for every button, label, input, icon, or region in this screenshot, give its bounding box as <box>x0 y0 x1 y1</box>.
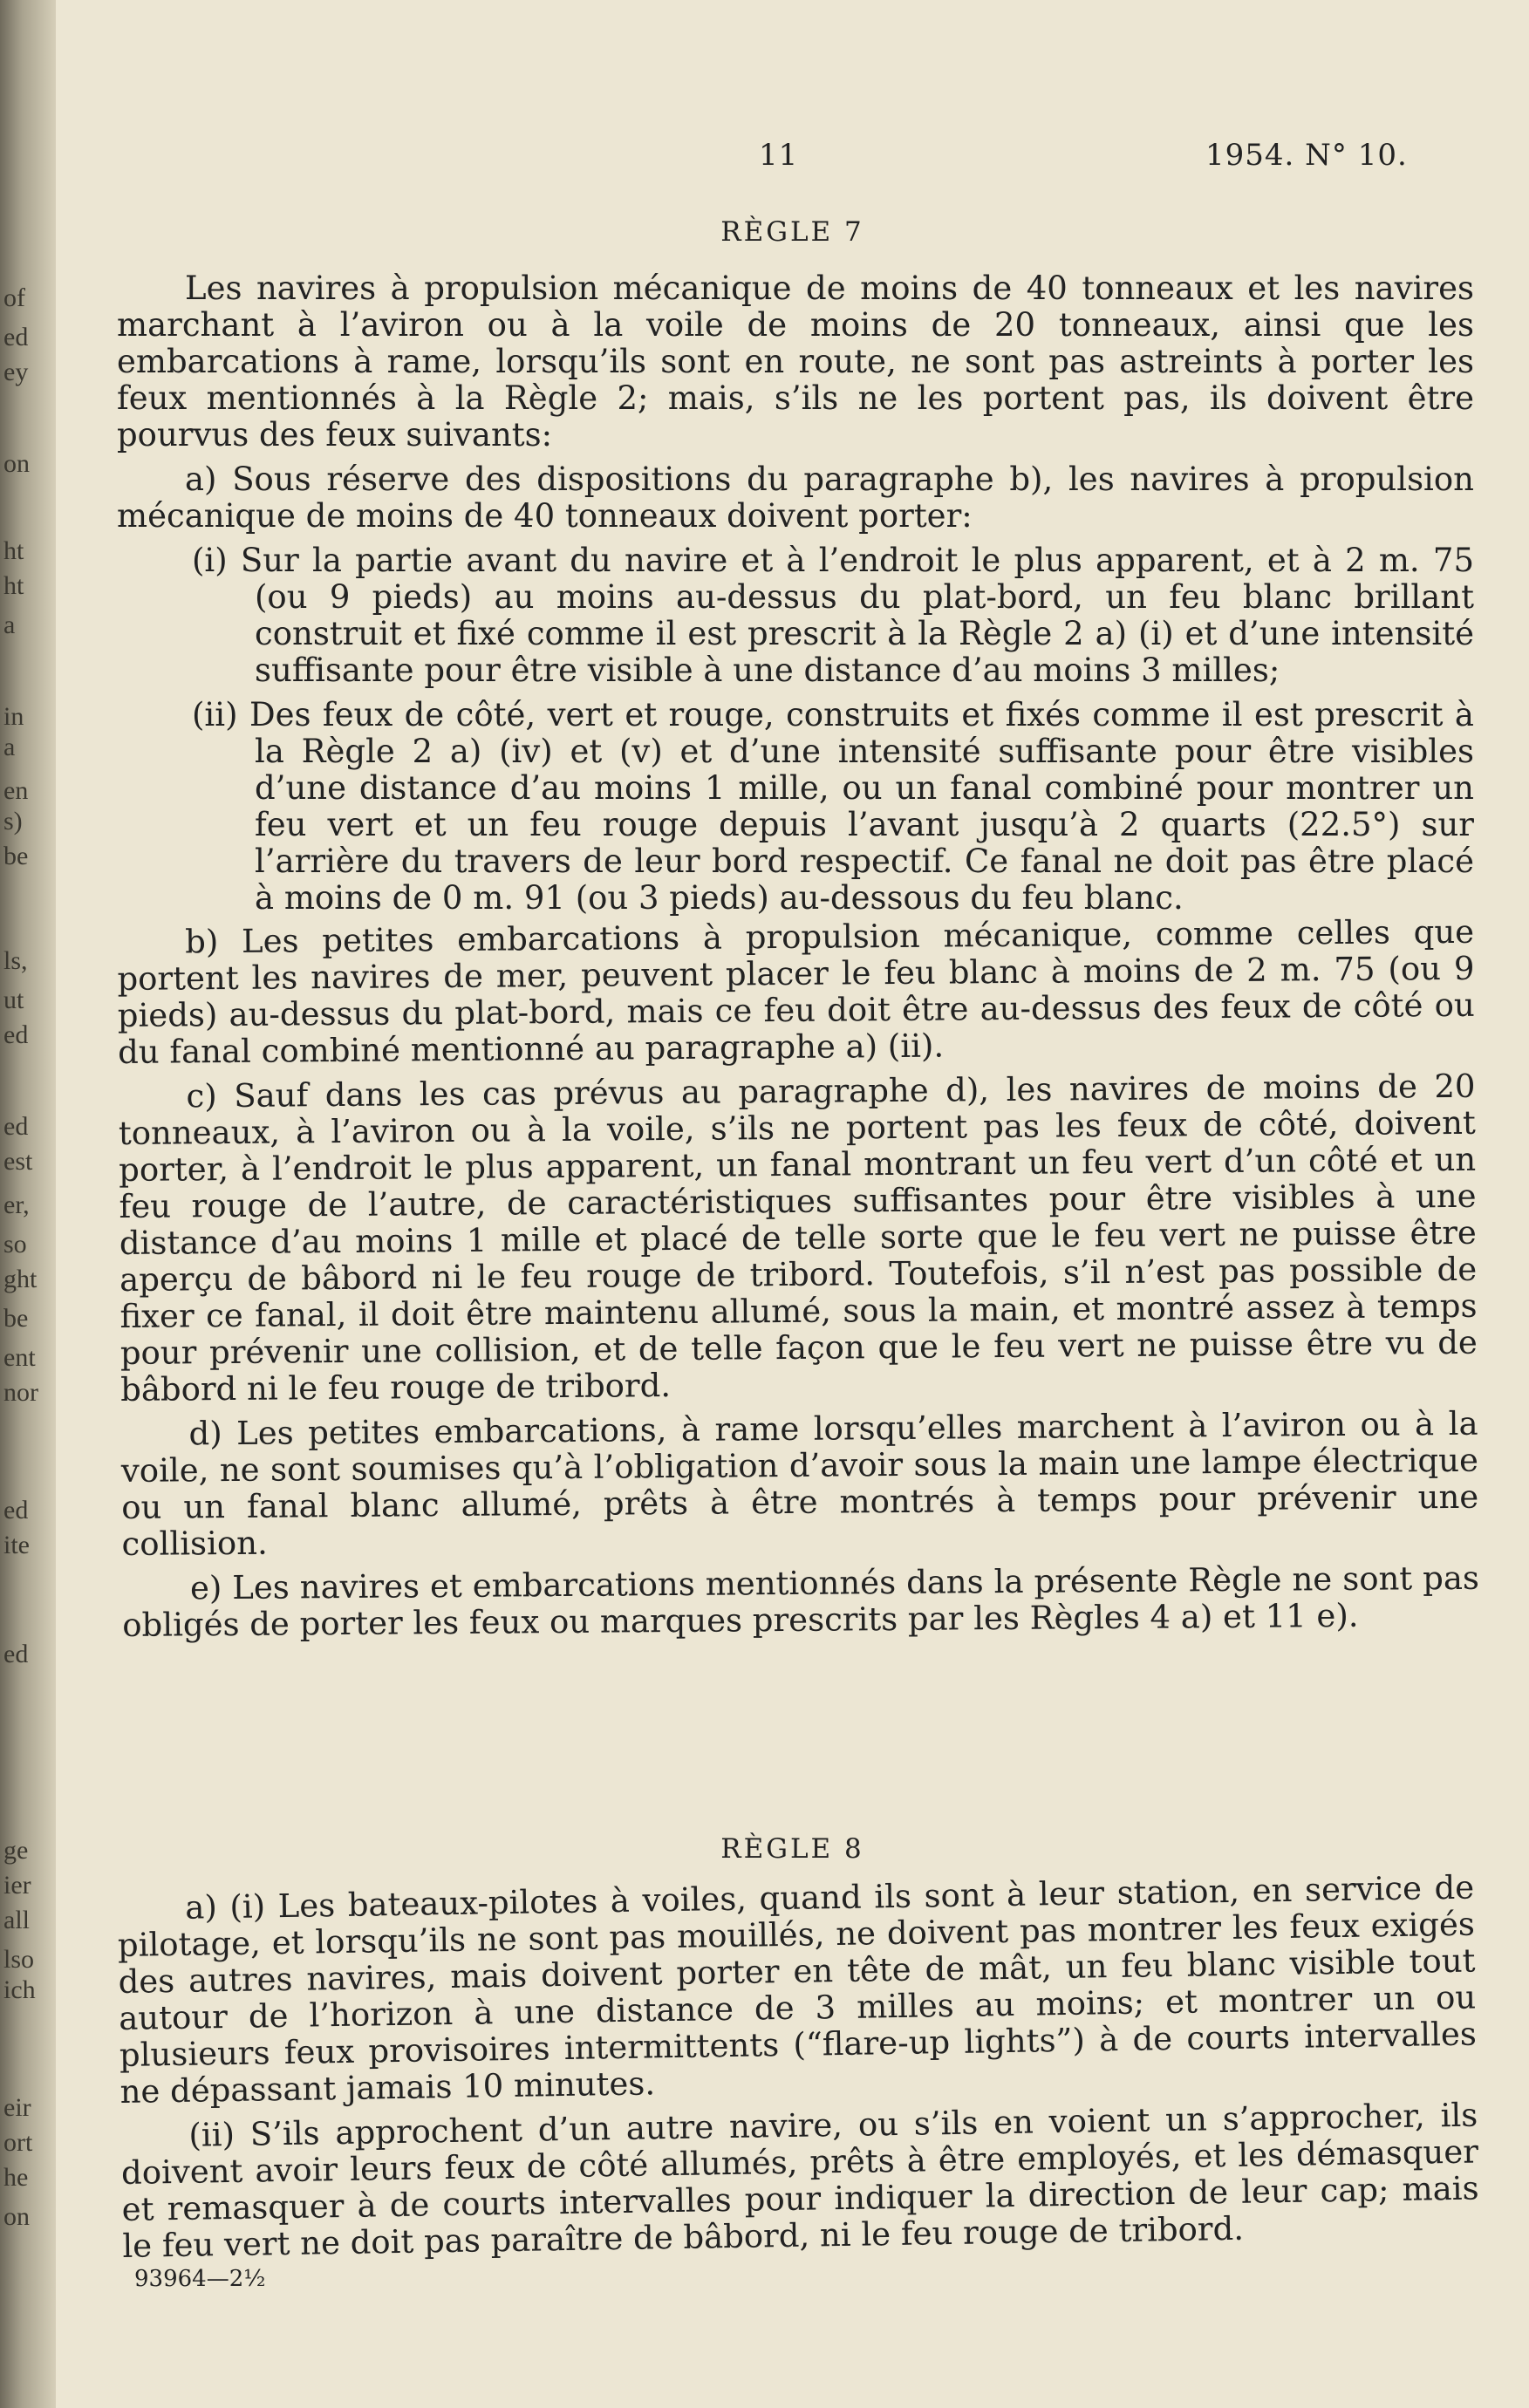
margin-fragment: ed <box>3 1020 29 1049</box>
rule-8-paragraph-a-ii: (ii) S’ils approchent d’un autre navire, ou s’ils en voient un s’approcher, ils doivent avoir leurs feux de côté allumés, prêts à être employés, et les démasquer et remasquer à de courts intervalles pour indiquer la direction de leur cap; mais le feu vert ne doit pas paraître de bâbord, ni le feu rouge de tribord. <box>120 2096 1479 2265</box>
margin-fragment: ed <box>3 1496 29 1525</box>
margin-fragment: ed <box>3 1640 29 1668</box>
margin-fragment: ey <box>3 358 29 386</box>
margin-fragment: be <box>3 842 29 870</box>
rule-8-body <box>117 1870 1480 2273</box>
margin-fragment: ier <box>3 1871 31 1900</box>
margin-fragment: ls, <box>3 946 28 975</box>
margin-fragment: ort <box>3 2128 33 2157</box>
margin-fragment: ut <box>3 986 24 1014</box>
margin-fragment: be <box>3 1304 29 1333</box>
margin-fragment: all <box>3 1906 30 1934</box>
margin-fragment: er, <box>3 1190 30 1219</box>
rule-7-body <box>117 269 1480 1652</box>
rule-7-paragraph-c: c) Sauf dans les cas prévus au paragraphe d), les navires de moins de 20 tonneaux, à l’aviron ou à la voile, s’ils ne portent pas les feux de côté, doivent porter, à l’endroit le plus apparent, un fanal montrant un feu vert d’un côté et un feu rouge de l’autre, de caractéristiques suffisantes pour être visibles à une distance d’au moins 1 mille et placé de telle sorte que le feu vert ne puisse être aperçu de bâbord ni le feu rouge de tribord. Toutefois, s’il n’est pas possible de fixer ce fanal, il doit être maintenu allumé, sous la main, et montré assez à temps pour prévenir une collision, et de telle façon que le feu vert ne puisse être vu de bâbord ni le feu rouge de tribord. <box>118 1067 1478 1409</box>
rule-7-paragraph-d: d) Les petites embarcations, à rame lorsqu’elles marchent à l’aviron ou à la voile, ne sont soumises qu’à l’obligation d’avoir sous la main une lampe électrique ou un fanal blanc allumé, prêts à être montrés à temps pour prévenir une collision. <box>120 1404 1479 1563</box>
rule-7-paragraph-a: a) Sous réserve des dispositions du paragraphe b), les navires à propulsion mécanique de moins de 40 tonneaux doivent porter: <box>117 460 1474 535</box>
rule-8-title: RÈGLE 8 <box>720 1833 864 1865</box>
margin-fragment: ich <box>3 1975 36 2004</box>
document-page <box>56 0 1529 2408</box>
rule-7-item-a-i: (i) Sur la partie avant du navire et à l’endroit le plus apparent, et à 2 m. 75 (ou 9 pieds) au moins au-dessus du plat-bord, un feu blanc brillant construit et fixé comme il est prescrit à la Règle 2 a) (i) et d’une intensité suffisante pour être visible à une distance d’au moins 3 milles; <box>192 542 1474 689</box>
margin-fragment: ge <box>3 1836 29 1865</box>
margin-fragment: in <box>3 702 24 731</box>
page-number: 11 <box>759 138 799 173</box>
margin-fragment: en <box>3 776 29 805</box>
rule-7-paragraph-e: e) Les navires et embarcations mentionnés dans la présente Règle ne sont pas obligés de porter les feux ou marques prescrits par les Règles 4 a) et 11 e). <box>122 1559 1480 1644</box>
margin-fragment: ed <box>3 1112 29 1141</box>
margin-fragment: so <box>3 1230 27 1259</box>
margin-fragment: ht <box>3 571 24 600</box>
margin-fragment: he <box>3 2163 29 2192</box>
margin-fragment: est <box>3 1147 33 1176</box>
margin-fragment: a <box>3 733 16 761</box>
margin-fragment: ght <box>3 1265 38 1293</box>
year-issue-number: 1954. N° 10. <box>1205 138 1408 173</box>
margin-fragment: ht <box>3 536 24 565</box>
margin-fragment: of <box>3 283 25 312</box>
printer-signature: 93964—2½ <box>134 2266 266 2292</box>
margin-fragment: ed <box>3 323 29 351</box>
rule-7-title: RÈGLE 7 <box>720 216 864 248</box>
margin-fragment: eir <box>3 2093 31 2122</box>
margin-fragment: ite <box>3 1531 30 1559</box>
margin-fragment: a <box>3 611 16 639</box>
rule-8-paragraph-a-i: a) (i) Les bateaux-pilotes à voiles, quand ils sont à leur station, en service de pilotage, et lorsqu’ils ne sont pas mouillés, ne doivent pas montrer les feux exigés des autres navires, mais doivent porter en tête de mât, un feu blanc visible tout autour de l’horizon à une distance de 3 milles au moins; et montrer un ou plusieurs feux provisoires intermittents (“flare-up lights”) à de courts intervalles ne dépassant jamais 10 minutes. <box>117 1868 1478 2111</box>
margin-fragment: lso <box>3 1945 35 1974</box>
rule-7-paragraph-b: b) Les petites embarcations à propulsion mécanique, comme celles que portent les navires de mer, peuvent placer le feu blanc à moins de 2 m. 75 (ou 9 pieds) au-dessus du plat-bord, mais ce feu doit être au-dessus des feux de côté ou du fanal combiné mentionné au paragraphe a) (ii). <box>117 912 1475 1071</box>
margin-fragment: nor <box>3 1378 38 1407</box>
rule-7-item-a-ii: (ii) Des feux de côté, vert et rouge, construits et fixés comme il est prescrit à la Règle 2 a) (iv) et (v) et d’une intensité suffisante pour être visibles d’une distance d’au moins 1 mille, ou un fanal combiné pour montrer un feu vert et un feu rouge depuis l’avant jusqu’à 2 quarts (22.5°) sur l’arrière du travers de leur bord respectif. Ce fanal ne doit pas être placé à moins de 0 m. 91 (ou 3 pieds) au-dessous du feu blanc. <box>192 696 1474 917</box>
margin-fragment: on <box>3 2202 30 2231</box>
margin-fragment: on <box>3 449 30 478</box>
rule-7-curved-section <box>117 914 1479 1644</box>
rule-7-intro: Les navires à propulsion mécanique de moins de 40 tonneaux et les navires marchant à l’aviron ou à la voile de moins de 20 tonneaux, ainsi que les embarcations à rame, lorsqu’ils sont en route, ne sont pas astreints à porter les feux mentionnés à la Règle 2; mais, s’ils ne les portent pas, ils doivent être pourvus des feux suivants: <box>117 269 1474 454</box>
margin-fragment: s) <box>3 807 23 836</box>
margin-fragment: ent <box>3 1343 36 1372</box>
